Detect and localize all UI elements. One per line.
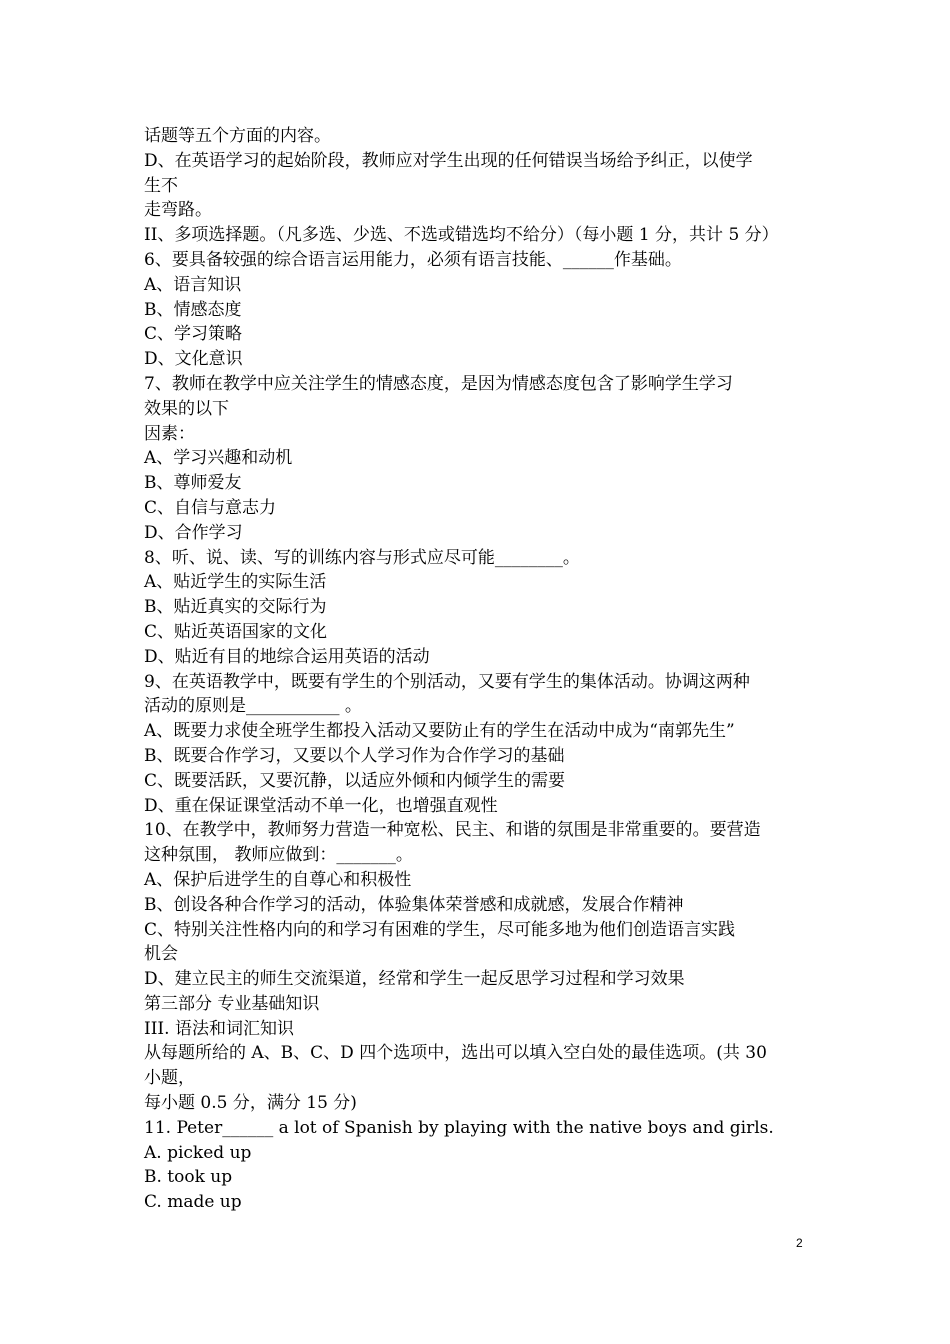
question-6: 6、要具备较强的综合语言运用能力，必须有语言技能、______作基础。 bbox=[144, 249, 682, 270]
option-line: A、贴近学生的实际生活 bbox=[144, 572, 327, 593]
option-line: D、合作学习 bbox=[144, 522, 243, 543]
question-11: 11. Peter______ a lot of Spanish by playing with the native boys and girls. bbox=[144, 1117, 774, 1138]
instructions-line: 每小题 0.5 分，满分 15 分) bbox=[144, 1093, 357, 1114]
option-line: A、既要力求使全班学生都投入活动又要防止有的学生在活动中成为“南郭先生” bbox=[144, 721, 735, 742]
option-line: B. took up bbox=[144, 1167, 233, 1188]
text-line: 机会 bbox=[144, 944, 178, 965]
question-9: 9、在英语教学中，既要有学生的个别活动，又要有学生的集体活动。协调这两种 bbox=[144, 671, 750, 692]
option-line: B、创设各种合作学习的活动，体验集体荣誉感和成就感，发展合作精神 bbox=[144, 894, 684, 915]
option-line: C、学习策略 bbox=[144, 324, 243, 345]
document-body bbox=[144, 124, 816, 1215]
section-heading: III. 语法和词汇知识 bbox=[144, 1018, 294, 1039]
text-line: 这种氛围， 教师应做到：_______。 bbox=[144, 845, 413, 866]
text-line: 活动的原则是___________ 。 bbox=[144, 696, 362, 717]
text-line: D、在英语学习的起始阶段，教师应对学生出现的任何错误当场给予纠正，以使学 bbox=[144, 150, 753, 171]
text-line: 生不 bbox=[144, 175, 178, 196]
part-heading: 第三部分 专业基础知识 bbox=[144, 993, 320, 1014]
option-line: B、既要合作学习，又要以个人学习作为合作学习的基础 bbox=[144, 745, 565, 766]
question-8: 8、听、说、读、写的训练内容与形式应尽可能________。 bbox=[144, 547, 580, 568]
option-line: D、建立民主的师生交流渠道，经常和学生一起反思学习过程和学习效果 bbox=[144, 969, 685, 990]
instructions-line: 小题， bbox=[144, 1068, 195, 1089]
section-heading: II、多项选择题。（凡多选、少选、不选或错选均不给分）（每小题 1 分，共计 5 分） bbox=[144, 225, 779, 246]
question-10: 10、在教学中，教师努力营造一种宽松、民主、和谐的氛围是非常重要的。要营造 bbox=[144, 820, 761, 841]
page-number: 2 bbox=[796, 1236, 803, 1250]
text-line: 走弯路。 bbox=[144, 200, 212, 221]
option-line: C、特别关注性格内向的和学习有困难的学生，尽可能多地为他们创造语言实践 bbox=[144, 919, 736, 940]
instructions-line: 从每题所给的 A、B、C、D 四个选项中，选出可以填入空白处的最佳选项。(共 30 bbox=[144, 1043, 767, 1064]
option-line: B、尊师爱友 bbox=[144, 473, 242, 494]
option-line: C. made up bbox=[144, 1192, 242, 1213]
option-line: C、自信与意志力 bbox=[144, 497, 277, 518]
option-line: A. picked up bbox=[144, 1142, 252, 1163]
option-line: B、情感态度 bbox=[144, 299, 242, 320]
option-line: D、重在保证课堂活动不单一化，也增强直观性 bbox=[144, 795, 498, 816]
option-line: A、保护后进学生的自尊心和积极性 bbox=[144, 869, 412, 890]
text-line: 效果的以下 bbox=[144, 398, 229, 419]
option-line: D、贴近有目的地综合运用英语的活动 bbox=[144, 646, 430, 667]
option-line: C、贴近英语国家的文化 bbox=[144, 621, 328, 642]
text-line: 因素： bbox=[144, 423, 195, 444]
text-line: 话题等五个方面的内容。 bbox=[144, 126, 331, 146]
question-7: 7、教师在教学中应关注学生的情感态度，是因为情感态度包含了影响学生学习 bbox=[144, 373, 733, 394]
option-line: A、学习兴趣和动机 bbox=[144, 448, 293, 469]
option-line: A、语言知识 bbox=[144, 274, 242, 295]
option-line: D、文化意识 bbox=[144, 349, 243, 370]
option-line: C、既要活跃，又要沉静，以适应外倾和内倾学生的需要 bbox=[144, 770, 566, 791]
option-line: B、贴近真实的交际行为 bbox=[144, 597, 327, 618]
